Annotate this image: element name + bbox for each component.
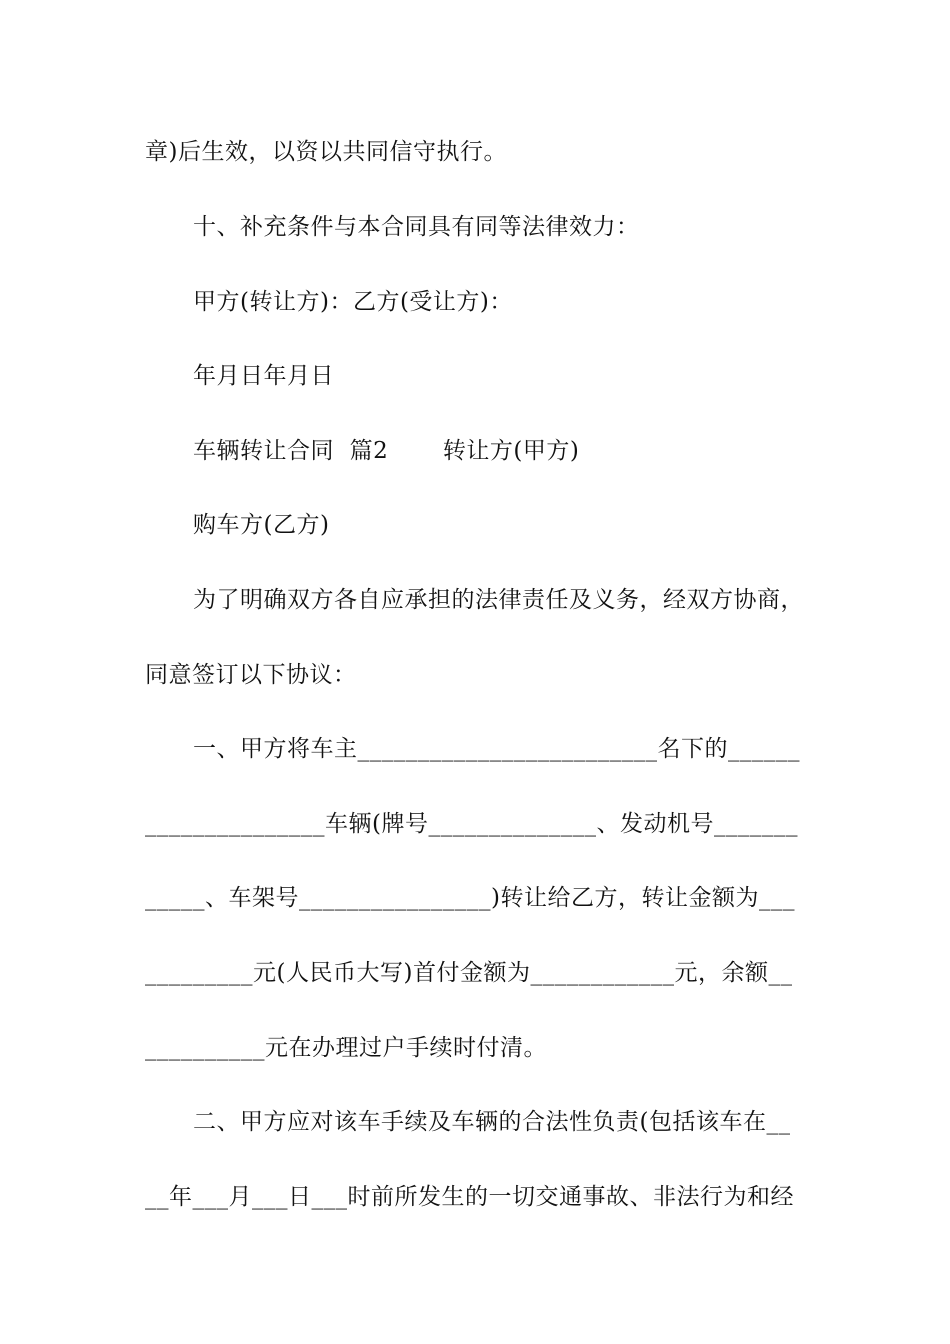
text-line-11: _____、车架号________________)转让给乙方，转让金额为___ bbox=[145, 885, 795, 911]
text-line-12: _________元(人民币大写)首付金额为____________元，余额__ bbox=[145, 960, 793, 986]
text-line-1: 章)后生效，以资以共同信守执行。 bbox=[145, 139, 507, 165]
text-line-2: 十、补充条件与本合同具有同等法律效力： bbox=[193, 214, 640, 240]
text-line-8: 同意签订以下协议： bbox=[145, 662, 357, 688]
text-line-6: 购车方(乙方) bbox=[193, 512, 330, 538]
text-line-4: 年月日年月日 bbox=[193, 363, 334, 389]
text-line-13: __________元在办理过户手续时付清。 bbox=[145, 1035, 547, 1061]
text-line-14: 二、甲方应对该车手续及车辆的合法性负责(包括该车在__ bbox=[193, 1109, 791, 1135]
text-line-9: 一、甲方将车主_________________________名下的______ bbox=[193, 736, 800, 762]
text-line-7: 为了明确双方各自应承担的法律责任及义务，经双方协商， bbox=[193, 587, 804, 613]
text-line-10: _______________车辆(牌号______________、发动机号_______ bbox=[145, 811, 798, 837]
text-line-3: 甲方(转让方)：乙方(受让方)： bbox=[193, 289, 513, 315]
text-line-5: 车辆转让合同 篇2 转让方(甲方) bbox=[193, 438, 580, 464]
text-line-15: __年___月___日___时前所发生的一切交通事故、非法行为和经 bbox=[145, 1184, 794, 1210]
